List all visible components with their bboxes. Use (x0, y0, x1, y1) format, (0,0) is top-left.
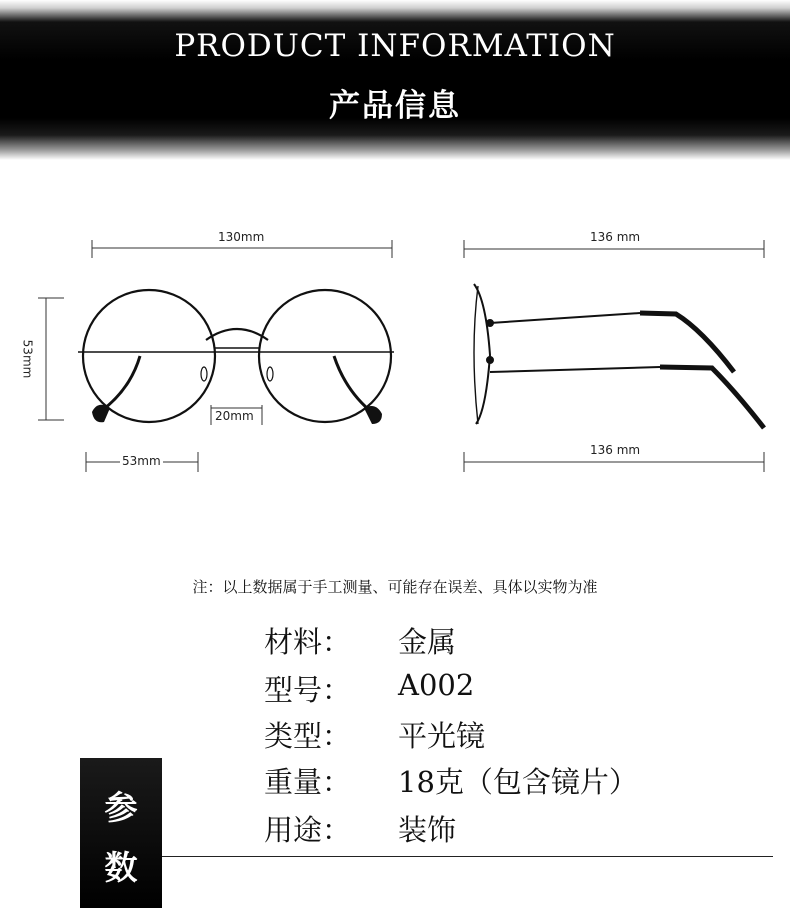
parameter-tag-char-2: 数 (104, 848, 138, 887)
lens-height-label: 53mm (20, 339, 35, 379)
header-title-en: PRODUCT INFORMATION (174, 28, 616, 64)
temple-length-bottom-label: 136 mm (590, 443, 641, 457)
spec-label: 材料： (264, 625, 352, 659)
spec-label: 重量： (264, 765, 352, 799)
spec-label: 类型： (264, 719, 352, 753)
spec-value: 18克（包含镜片） (398, 765, 638, 799)
parameter-tag-char-1: 参 (104, 788, 138, 827)
spec-label: 用途： (264, 813, 352, 847)
parameter-divider (162, 856, 773, 857)
spec-value: 金属 (398, 625, 457, 659)
measurement-note: 注：以上数据属于手工测量、可能存在误差、具体以实物为准 (192, 578, 598, 596)
spec-value: 装饰 (398, 813, 457, 847)
total-width-label: 130mm (218, 230, 265, 244)
header-title-cn: 产品信息 (329, 88, 461, 124)
lens-height-dimension-line (38, 298, 64, 420)
parameter-tag (80, 758, 162, 908)
lens-width-label: 53mm (122, 454, 161, 468)
glasses-side-view (474, 284, 764, 428)
glasses-front-view (78, 290, 394, 422)
spec-label: 型号： (264, 673, 352, 707)
spec-value: 平光镜 (398, 719, 486, 753)
bridge-width-label: 20mm (215, 409, 254, 423)
spec-value: A002 (398, 668, 475, 702)
temple-length-top-label: 136 mm (590, 230, 641, 244)
